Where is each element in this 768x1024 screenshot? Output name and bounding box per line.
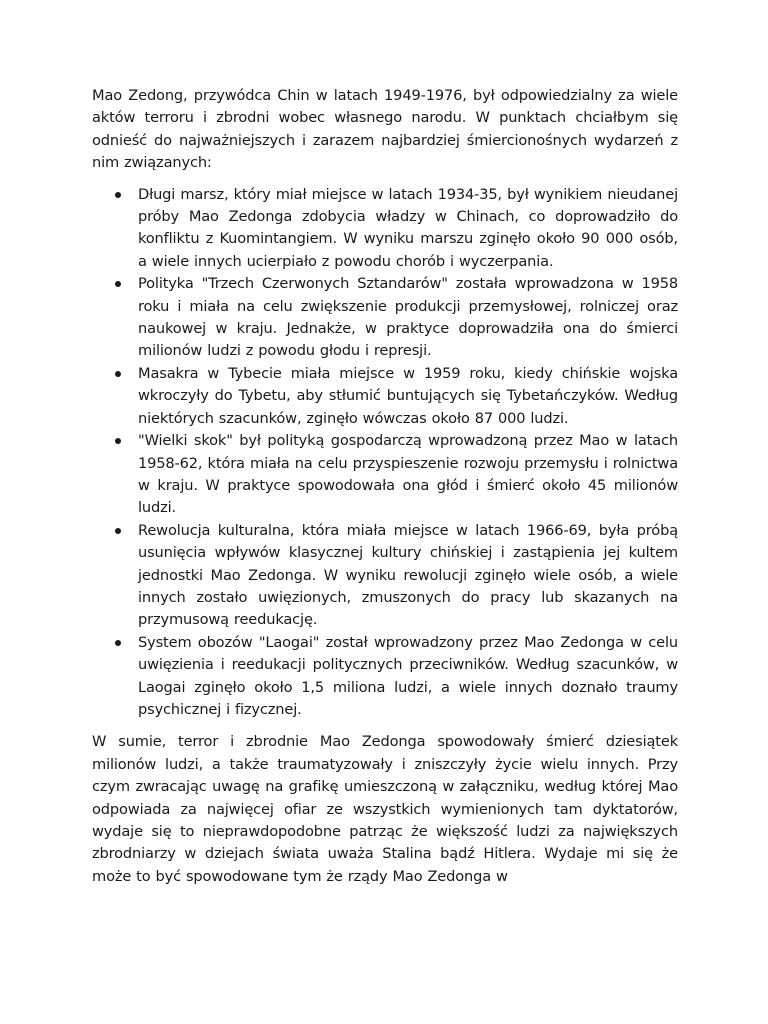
list-item	[92, 184, 678, 274]
list-item-text: "Wielki skok" był polityką gospodarczą wprowadzoną przez Mao w latach 1958-62, która miała na celu przyspieszenie rozwoju przemysłu i rolnictwa w kraju. W praktyce spowodowała ona głód i śmierć około 45 milionów ludzi.	[138, 432, 678, 517]
conclusion-paragraph: W sumie, terror i zbrodnie Mao Zedonga spowodowały śmierć dziesiątek milionów ludzi, a także traumatyzowały i zniszczyły życie wielu innych. Przy czym zwracając uwagę na grafikę umieszczoną w załączniku, według której Mao odpowiada za najwięcej ofiar ze wszystkich wymienionych tam dyktatorów, wydaje się to nieprawdopodobne patrząc że większość ludzi za największych zbrodniarzy w dziejach świata uważa Stalina bądź Hitlera. Wydaje mi się że może to być spowodowane tym że rządy Mao Zedonga w	[92, 733, 678, 885]
bullet-icon	[115, 192, 121, 198]
list-item	[92, 520, 678, 632]
document-body	[92, 85, 678, 888]
events-list	[92, 184, 678, 722]
list-item	[92, 363, 678, 430]
bullet-icon	[115, 371, 121, 377]
list-item	[92, 430, 678, 520]
list-item	[92, 273, 678, 363]
list-item-text: Polityka "Trzech Czerwonych Sztandarów" została wprowadzona w 1958 roku i miała na celu zwiększenie produkcji przemysłowej, rolniczej oraz naukowej w kraju. Jednakże, w praktyce doprowadziła ona do śmierci milionów ludzi z powodu głodu i represji.	[138, 275, 678, 360]
bullet-icon	[115, 640, 121, 646]
list-item-text: Długi marsz, który miał miejsce w latach 1934-35, był wynikiem nieudanej próby Mao Zedonga zdobycia władzy w Chinach, co doprowadziło do konfliktu z Kuomintangiem. W wyniku marszu zginęło około 90 000 osób, a wiele innych ucierpiało z powodu chorób i wyczerpania.	[138, 185, 678, 270]
list-item-text: Masakra w Tybecie miała miejsce w 1959 roku, kiedy chińskie wojska wkroczyły do Tybetu, aby stłumić buntujących się Tybetańczyków. Według niektórych szacunków, zginęło wówczas około 87 000 ludzi.	[138, 364, 678, 427]
list-item-text: Rewolucja kulturalna, która miała miejsce w latach 1966-69, była próbą usunięcia wpływów klasycznej kultury chińskiej i zastąpienia jej kultem jednostki Mao Zedonga. W wyniku rewolucji zginęło wiele osób, a wiele innych zostało uwięzionych, zmuszonych do pracy lub skazanych na przymusową reedukację.	[138, 521, 678, 629]
bullet-icon	[115, 281, 121, 287]
intro-paragraph: Mao Zedong, przywódca Chin w latach 1949-1976, był odpowiedzialny za wiele aktów terroru i zbrodni wobec własnego narodu. W punktach chciałbym się odnieść do najważniejszych i zarazem najbardziej śmiercionośnych wydarzeń z nim związanych:	[92, 87, 678, 172]
bullet-icon	[115, 528, 121, 534]
list-item-text: System obozów "Laogai" został wprowadzony przez Mao Zedonga w celu uwięzienia i reedukacji politycznych przeciwników. Według szacunków, w Laogai zginęło około 1,5 miliona ludzi, a wiele innych doznało traumy psychicznej i fizycznej.	[138, 633, 678, 718]
bullet-icon	[115, 438, 121, 444]
list-item	[92, 632, 678, 722]
